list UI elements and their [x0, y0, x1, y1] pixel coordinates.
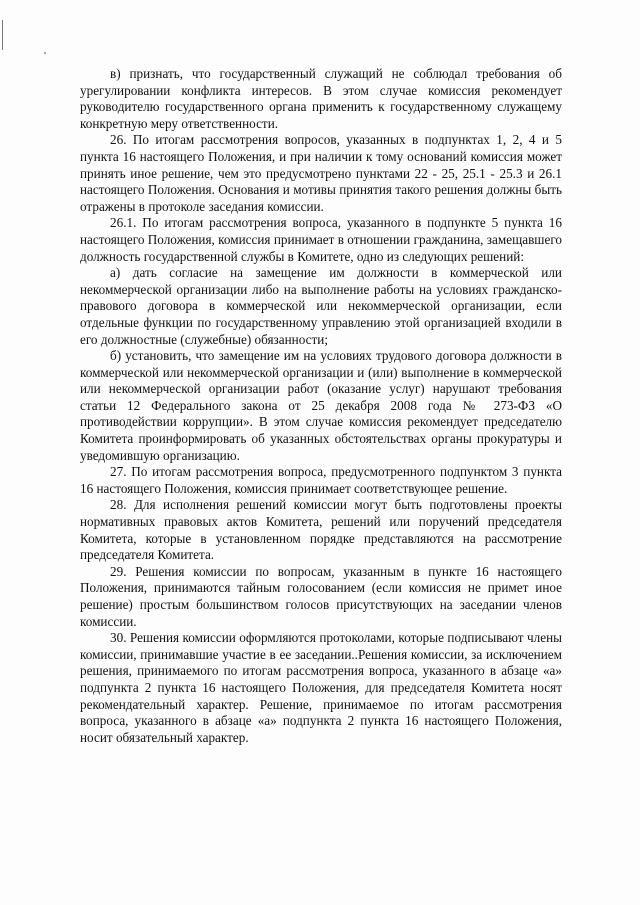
paragraph-26-1: 26.1. По итогам рассмотрения вопроса, указанного в подпункте 5 пункта 16 настоящего Положения, комиссия принимает в отношении гражданина, замещавшего должность государственной службы в Комитете, одно из следующих решений:: [80, 215, 562, 264]
paragraph-26-1-a: а) дать согласие на замещение им должности в коммерческой или некоммерческой организации либо на выполнение работы на условиях гражданско-правового договора в коммерческой или некоммерческой организации, если отдельные функции по государственному управлению этой организацией входили в его должностные (служебные) обязанности;: [80, 265, 562, 347]
paragraph-27: 27. По итогам рассмотрения вопроса, предусмотренного подпунктом 3 пункта 16 настоящего Положения, комиссия принимает соответствующее решение.: [80, 464, 562, 496]
paragraph-29: 29. Решения комиссии по вопросам, указанным в пункте 16 настоящего Положения, принимаются тайным голосованием (если комиссия не примет иное решение) простым большинством голосов присутствующих на заседании членов комиссии.: [80, 563, 562, 629]
scan-speck: [44, 52, 46, 54]
paragraph-30: 30. Решения комиссии оформляются протоколами, которые подписывают члены комиссии, принимавшие участие в ее заседании..Решения комиссии, за исключением решения, принимаемого по итогам рассмотрения вопроса, указанного в абзаце «а» подпункта 2 пункта 16 настоящего Положения, для председателя Комитета носят рекомендательный характер. Решение, принимаемое по итогам рассмотрения вопроса, указанного в абзаце «а» подпункта 2 пункта 16 настоящего Положения, носит обязательный характер.: [80, 630, 562, 745]
paragraph-25v: в) признать, что государственный служащий не соблюдал требования об урегулировании конфликта интересов. В этом случае комиссия рекомендует руководителю государственного органа применить к государственному служащему конкретную меру ответственности.: [80, 66, 562, 131]
scan-edge-mark: [2, 20, 3, 50]
paragraph-28: 28. Для исполнения решений комиссии могут быть подготовлены проекты нормативных правовых актов Комитета, решений или поручений председателя Комитета, которые в установленном порядке представляются на рассмотрение председателя Комитета.: [80, 497, 562, 563]
document-body: [80, 66, 562, 746]
paragraph-26-1-b: б) установить, что замещение им на условиях трудового договора должности в коммерческой или некоммерческой организации и (или) выполнение в коммерческой или некоммерческой организации работ (оказание услуг) нарушают требования статьи 12 Федерального закона от 25 декабря 2008 года № 273-ФЗ «О противодействии коррупции». В этом случае комиссия рекомендует председателю Комитета проинформировать об указанных обстоятельствах органы прокуратуры и уведомившую организацию.: [80, 348, 562, 463]
paragraph-26: 26. По итогам рассмотрения вопросов, указанных в подпунктах 1, 2, 4 и 5 пункта 16 настоящего Положения, и при наличии к тому оснований комиссия может принять иное решение, чем это предусмотрено пунктами 22 - 25, 25.1 - 25.3 и 26.1 настоящего Положения. Основания и мотивы принятия такого решения должны быть отражены в протоколе заседания комиссии.: [80, 132, 562, 214]
